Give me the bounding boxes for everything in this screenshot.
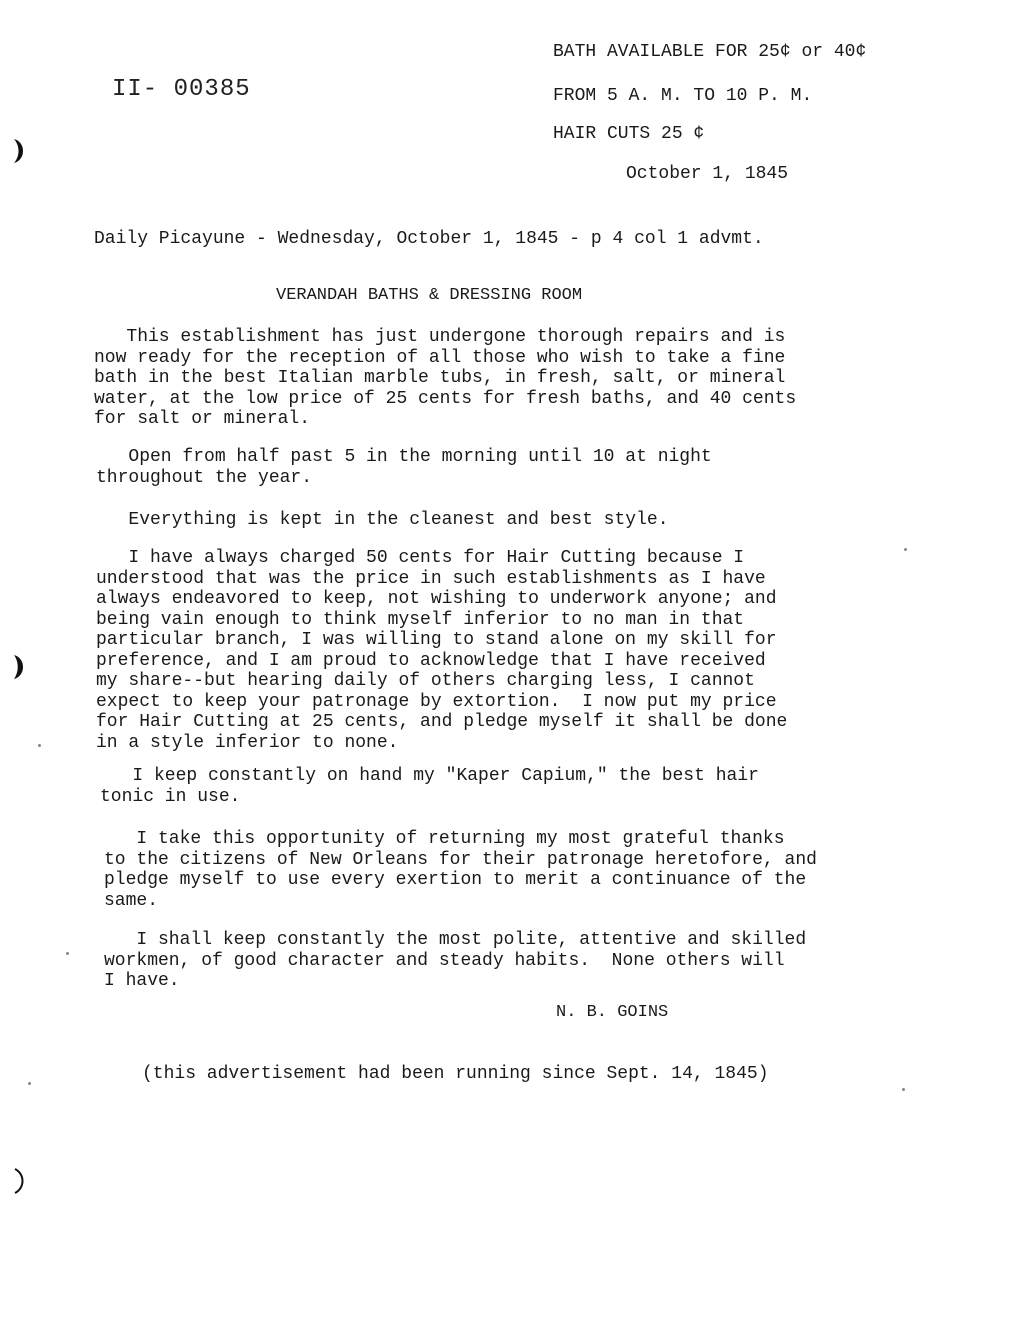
- body-paragraph: I have always charged 50 cents for Hair Cutting because I understood that was the price in such establishments as I have always endeavored to keep, not wishing to underwork anyone; and being vain enough to think myself inferior to no man in that particular branch, I was willing to stand alone on my skill for preference, and I am proud to acknowledge that I have received my share--but hearing daily of others charging less, I cannot expect to keep your patronage by extortion. I now put my price for Hair Cutting at 25 cents, and pledge myself it shall be done in a style inferior to none.: [96, 548, 788, 753]
- paper-speck: [904, 548, 907, 551]
- body-paragraph: I shall keep constantly the most polite, attentive and skilled workmen, of good character and steady habits. None others will I have.: [104, 930, 807, 991]
- body-paragraph: I take this opportunity of returning my most grateful thanks to the citizens of New Orleans for their patronage heretofore, and pledge myself to use every exertion to merit a continuance of the same.: [104, 829, 817, 911]
- source-citation: Daily Picayune - Wednesday, October 1, 1845 - p 4 col 1 advmt.: [94, 229, 764, 249]
- body-paragraph: Everything is kept in the cleanest and best style.: [96, 510, 669, 530]
- document-id-stamp: II- 00385: [112, 76, 251, 103]
- header-haircut-price: HAIR CUTS 25 ¢: [553, 124, 705, 144]
- footnote: (this advertisement had been running since Sept. 14, 1845): [142, 1064, 769, 1084]
- header-bath-price: BATH AVAILABLE FOR 25¢ or 40¢: [553, 42, 867, 62]
- signature-name: N. B. GOINS: [556, 1003, 669, 1022]
- body-paragraph: Open from half past 5 in the morning until 10 at night throughout the year.: [96, 447, 712, 488]
- body-paragraph: This establishment has just undergone thorough repairs and is now ready for the reception of all those who wish to take a fine bath in the best Italian marble tubs, in fresh, salt, or mineral water, at the low price of 25 cents for fresh baths, and 40 cents for salt or mineral.: [94, 327, 797, 429]
- header-hours: FROM 5 A. M. TO 10 P. M.: [553, 86, 813, 106]
- paper-speck: [66, 952, 69, 955]
- binder-hole-mark: [12, 138, 26, 164]
- binder-hole-mark: [12, 654, 26, 680]
- binder-hole-mark: [12, 1168, 26, 1194]
- header-date: October 1, 1845: [626, 164, 789, 184]
- paper-speck: [38, 744, 41, 747]
- advertisement-headline: VERANDAH BATHS & DRESSING ROOM: [276, 286, 583, 305]
- body-paragraph: I keep constantly on hand my "Kaper Capium," the best hair tonic in use.: [100, 766, 759, 807]
- paper-speck: [902, 1088, 905, 1091]
- paper-speck: [28, 1082, 31, 1085]
